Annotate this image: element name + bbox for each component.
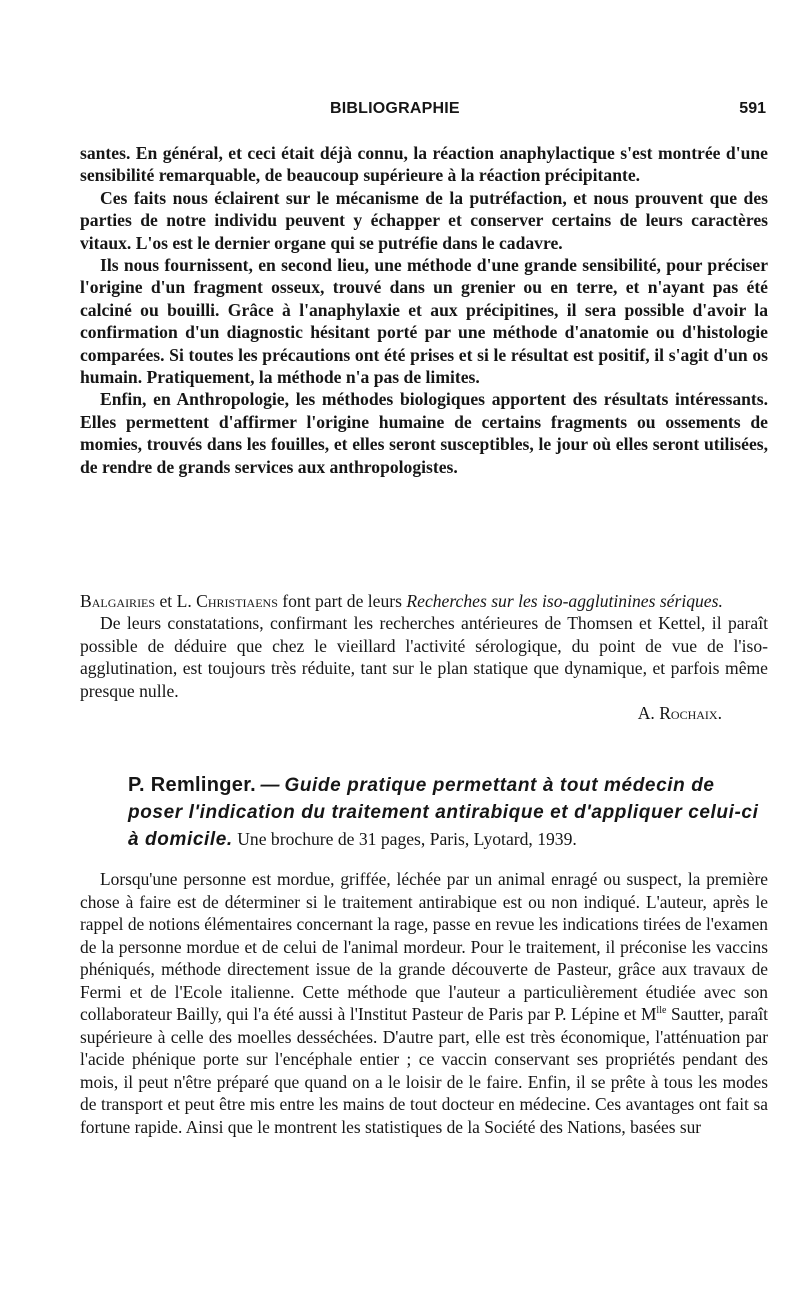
review-body-remlinger: [80, 868, 768, 1138]
review-heading: [80, 590, 768, 612]
em-dash: —: [260, 775, 281, 796]
work-title: Recherches sur les iso-agglutinines sériques.: [406, 591, 723, 611]
review-isoagglutinines: [80, 590, 768, 724]
page-header: [80, 100, 768, 124]
publication-info: Une brochure de 31 pages, Paris, Lyotard, 1939.: [237, 829, 577, 849]
author-name: L. Christiaens: [176, 591, 278, 611]
paragraph-continuation: santes. En général, et ceci était déjà connu, la réaction anaphylactique s'est montrée d'une sensibilité remarquable, de beaucoup supérieure à la réaction précipitante.: [80, 143, 768, 186]
review-heading-remlinger: [80, 772, 768, 853]
paragraph-anthropology: Enfin, en Anthropologie, les méthodes biologiques apportent des résultats intéressants. Elles permettent d'affirmer l'origine humaine de certains fragments ou ossements de momies, trouvés dans les fouilles, et elles seront susceptibles, le jour où elles seront utilisées, de rendre de grands services aux anthropologistes.: [80, 389, 768, 477]
author-name: P. Remlinger.: [128, 774, 257, 796]
author-name: Balgairies: [80, 591, 156, 611]
paragraph-text: Lorsqu'une personne est mordue, griffée, léchée par un animal enragé ou suspect, la première chose à faire est de déterminer si le traitement antirabique est ou non indiqué. L'auteur, après le rappel de notions élémentaires concernant la rage, passe en revue les indications tirées de l'examen de la personne mordue et de celui de l'animal mordeur. Pour le traitement, il préconise les vaccins phéniqués, méthode directement issue de la grande découverte de Pasteur, grâce aux travaux de Fermi et de l'Ecole italienne. Cette méthode que l'auteur a particulièrement étudiée avec son collaborateur Bailly, qui l'a été aussi à l'Institut Pasteur de Paris par P. Lépine et M: [80, 869, 768, 1024]
page-number: 591: [739, 100, 766, 117]
book-title: Guide pratique permettant à tout médecin de poser l'indication du traitement antirabique et d'appliquer celui-ci à domicile.: [128, 775, 759, 850]
title-abbreviation-superscript: lle: [656, 1005, 667, 1017]
running-title: BIBLIOGRAPHIE: [330, 100, 460, 117]
bibliographic-entry: [80, 772, 768, 853]
review-intro: font part de leurs: [282, 591, 402, 611]
paragraph-method: Ils nous fournissent, en second lieu, une méthode d'une grande sensibilité, pour préciser l'origine d'un fragment osseux, trouvé dans un grenier ou en terre, et n'ayant pas été calciné ou bouilli. Grâce à l'anaphylaxie et aux précipitines, il sera possible d'avoir la confirmation d'un diagnostic hésitant porté par une méthode d'anatomie ou d'histologie comparées. Si toutes les précautions ont été prises et si le résultat est positif, il s'agit d'un os humain. Pratiquement, la méthode n'a pas de limites.: [80, 255, 768, 388]
article-conclusion: [80, 142, 768, 478]
reviewer-signature: A. Rochaix.: [637, 703, 722, 724]
conjunction: et: [159, 591, 173, 611]
review-paragraph: De leurs constatations, confirmant les recherches antérieures de Thomsen et Kettel, il paraît possible de déduire que chez le vieillard l'activité sérologique, du point de vue de l'iso-agglutination, est toujours très réduite, tant sur le plan statique que dynamique, et parfois même presque nulle.: [80, 613, 768, 701]
paragraph-text: Sautter, paraît supérieure à celle des moelles desséchées. D'autre part, elle est très économique, l'atténuation par l'acide phénique porte sur l'encéphale entier ; ce vaccin conservant ses propriétés pendant des mois, il peut n'être préparé que quand on a le loisir de le faire. Enfin, il se prête à tous les modes de transport et peut être mis entre les mains de tout docteur en médecine. Ces avantages ont fait sa fortune rapide. Ainsi que le montrent les statistiques de la Société des Nations, basées sur: [80, 1004, 768, 1137]
paragraph-putrefaction: Ces faits nous éclairent sur le mécanisme de la putréfaction, et nous prouvent que des parties de notre individu peuvent y échapper et conserver certains de leurs caractères vitaux. L'os est le dernier organe qui se putréfie dans le cadavre.: [80, 187, 768, 253]
review-paragraph: [80, 868, 768, 1138]
